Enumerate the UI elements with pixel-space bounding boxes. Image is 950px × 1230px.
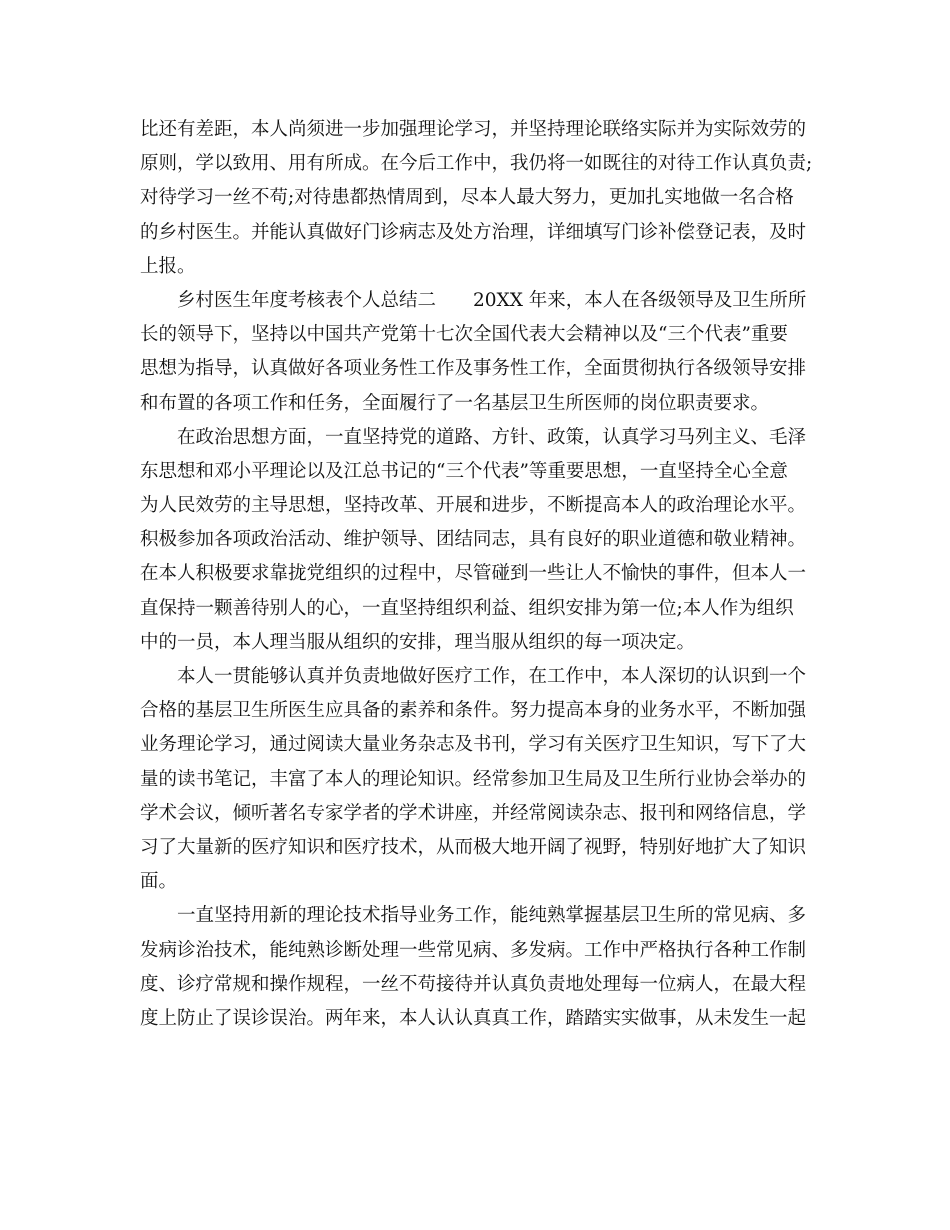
- text-line: 积极参加各项政治活动、维护领导、团结同志，具有良好的职业道德和敬业精神。: [140, 529, 807, 551]
- text-line: 合格的基层卫生所医生应具备的素养和条件。努力提高本身的业务水平，不断加强: [140, 700, 807, 722]
- text-line: 度上防止了误诊误治。两年来，本人认认真真工作，踏踏实实做事，从未发生一起: [140, 1007, 807, 1029]
- text-line: 为人民效劳的主导思想，坚持改革、开展和进步，不断提高本人的政治理论水平。: [140, 495, 807, 517]
- text-line: 比还有差距，本人尚须进一步加强理论学习，并坚持理论联络实际并为实际效劳的: [140, 119, 807, 140]
- text-line: 一直坚持用新的理论技术指导业务工作，能纯熟掌握基层卫生所的常见病、多: [177, 905, 807, 927]
- text-line: 学术会议，倾听著名专家学者的学术讲座，并经常阅读杂志、报刊和网络信息，学: [140, 802, 807, 824]
- text-line: 面。: [140, 871, 178, 893]
- text-line: 中的一员，本人理当服从组织的安排，理当服从组织的每一项决定。: [140, 631, 696, 653]
- text-line: 习了大量新的医疗知识和医疗技术，从而极大地开阔了视野，特别好地扩大了知识: [140, 836, 807, 858]
- text-line: 的乡村医生。并能认真做好门诊病志及处方治理，详细填写门诊补偿登记表，及时: [140, 221, 807, 243]
- text-line: 原则，学以致用、用有所成。在今后工作中，我仍将一如既往的对待工作认真负责;: [140, 153, 813, 175]
- text-line: 直保持一颗善待别人的心，一直坚持组织利益、组织安排为第一位;本人作为组织: [140, 597, 794, 619]
- text-line: 和布置的各项工作和任务，全面履行了一名基层卫生所医师的岗位职责要求。: [140, 392, 770, 414]
- text-line: 在政治思想方面，一直坚持党的道路、方针、政策，认真学习马列主义、毛泽: [177, 426, 807, 448]
- text-line: 东思想和邓小平理论以及江总书记的“三个代表”等重要思想，一直坚持全心全意: [140, 460, 788, 482]
- text-line: 发病诊治技术，能纯熟诊断处理一些常见病、多发病。工作中严格执行各种工作制: [140, 939, 807, 961]
- text-line-heading: 乡村医生年度考核表个人总结二 20XX 年来，本人在各级领导及卫生所所: [177, 289, 807, 311]
- text-line: 本人一贯能够认真并负责地做好医疗工作，在工作中，本人深切的认识到一个: [177, 666, 807, 687]
- text-line: 上报。: [140, 255, 196, 277]
- document-body: [140, 113, 816, 1036]
- text-line: 长的领导下，坚持以中国共产党第十七次全国代表大会精神以及“三个代表”重要: [140, 324, 788, 346]
- text-line: 度、诊疗常规和操作规程，一丝不苟接待并认真负责地处理每一位病人，在最大程: [140, 973, 807, 995]
- text-line: 业务理论学习，通过阅读大量业务杂志及书刊，学习有关医疗卫生知识，写下了大: [140, 734, 807, 756]
- text-line: 量的读书笔记，丰富了本人的理论知识。经常参加卫生局及卫生所行业协会举办的: [140, 768, 807, 790]
- text-line: 对待学习一丝不苟;对待患都热情周到，尽本人最大努力，更加扎实地做一名合格: [140, 187, 794, 209]
- text-line: 思想为指导，认真做好各项业务性工作及事务性工作，全面贯彻执行各级领导安排: [140, 358, 807, 380]
- text-line: 在本人积极要求靠拢党组织的过程中，尽管碰到一些让人不愉快的事件，但本人一: [140, 563, 807, 585]
